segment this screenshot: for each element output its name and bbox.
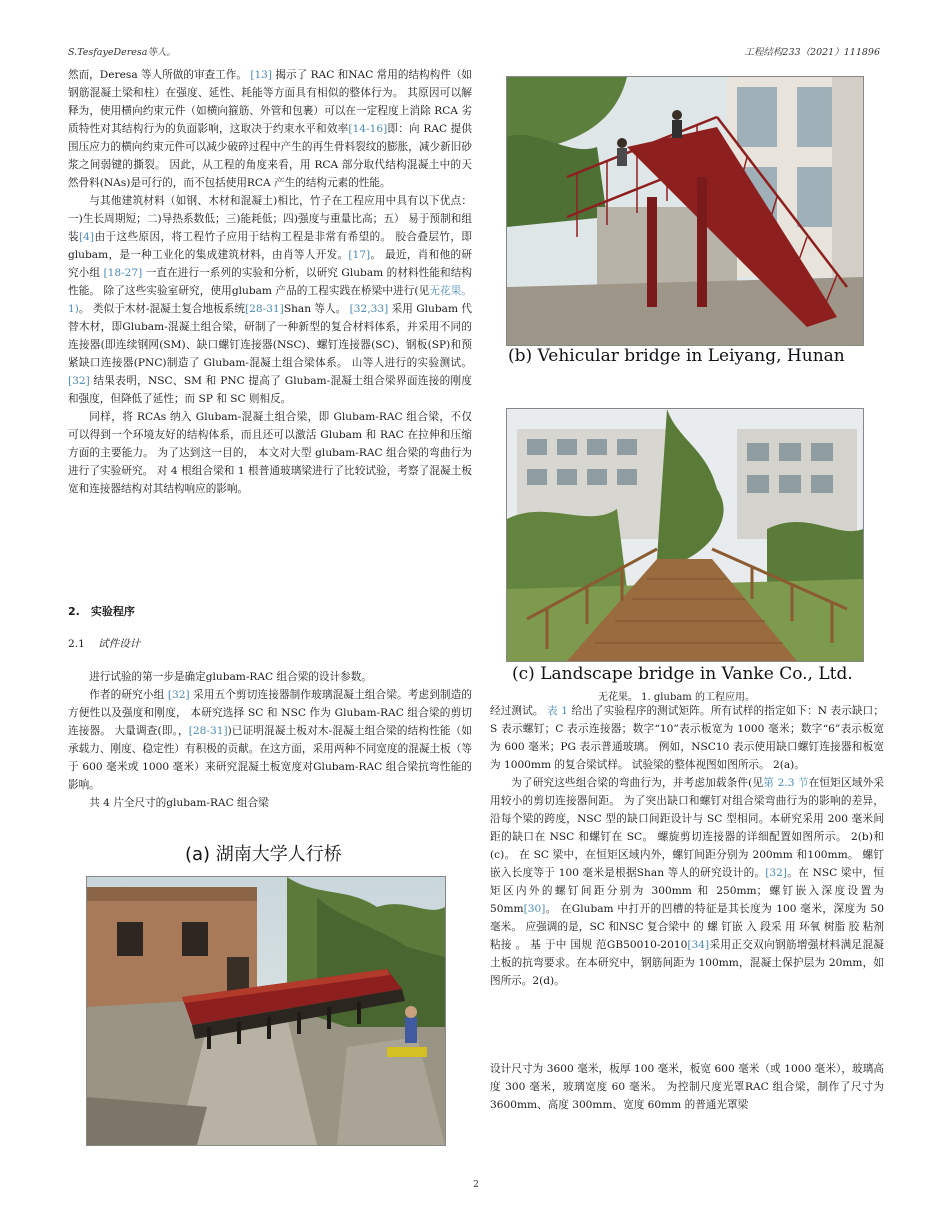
text-run: Shan 等人。 [283, 303, 350, 315]
subsection-title: 试件设计 [98, 638, 141, 650]
figure-caption-b: (b) Vehicular bridge in Leiyang, Hunan [508, 346, 845, 366]
text-run: 。 类似于木材-混凝土复合地板系统 [78, 303, 245, 315]
text-run: 进行试验的第一步是确定glubam-RAC 组合梁的设计参数。 [89, 671, 372, 683]
citation-link[interactable]: [28-31] [245, 303, 284, 315]
citation-link[interactable]: [13] [250, 69, 273, 81]
photo-pedestrian-bridge-graphic [87, 877, 445, 1145]
citation-link[interactable]: [32,33] [349, 303, 389, 315]
citation-link[interactable]: 第 2.3 节 [763, 777, 809, 789]
figure-1-caption: 无花果。 1. glubam 的工程应用。 [598, 692, 755, 703]
citation-link[interactable]: [34] [687, 939, 710, 951]
photo-landscape-bridge-graphic [507, 409, 863, 661]
figure-caption-c: (c) Landscape bridge in Vanke Co., Ltd. [512, 664, 853, 684]
citation-link[interactable]: 表 1 [547, 705, 568, 717]
citation-link[interactable]: [14-16] [348, 123, 388, 135]
figure-caption-a: (a) 湖南大学人行桥 [185, 844, 342, 865]
subsection-number: 2.1 [68, 638, 85, 650]
text-run: 经过测试。 [490, 705, 548, 717]
text-run: 。在 NSC 梁中，恒矩区内外的螺钉间距分别为 300mm 和 250mm；螺钉嵌入深度设置为 50mm [490, 867, 884, 915]
paragraph-intro-1 [68, 66, 472, 192]
photo-landscape-bridge [506, 408, 864, 662]
subsection-heading [68, 636, 140, 651]
text-run: 为了研究这些组合梁的弯曲行为，并考虑加载条件(见 [511, 777, 764, 789]
running-header-journal: 工程结构233（2021）111896 [744, 47, 880, 58]
left-column [68, 66, 472, 498]
text-run: 采用五个剪切连接器制作玻璃混凝土组合梁。考虑到制造的方便性以及强度和刚度， 本研究选择 SC 和 NSC 作为 Glubam-RAC 组合梁的剪切连接器。 大量调查(即。， [68, 689, 472, 737]
text-run: 然而，Deresa 等人所做的审查工作。 [68, 69, 251, 81]
text-run: 结果表明，NSC、SM 和 PNC 提高了 Glubam-混凝土组合梁界面连接的刚度和强度，但降低了延性；而 SP 和 SC 则相反。 [68, 375, 472, 405]
paragraph-connectors [490, 774, 884, 990]
text-run: 与其他建筑材料（如钢、木材和混凝土)相比，竹子在工程应用中具有以下优点：一)生长周期短；二)导热系数低；三)能耗低；四)强度与重量比高；五） 易于预制和组装 [68, 195, 472, 243]
photo-pedestrian-bridge [86, 876, 446, 1146]
text-run: 揭示了 RAC 和NAC 常用的结构构件（如钢筋混凝土梁和柱）在强度、延性、耗能等方面具有相似的整体行为。 其原因可以解释为，使用横向约束元件（如横向箍筋、外管和包裹）可以在一定程度上消除 RCA 劣质特性对其结构行为的负面影响，这取决于约束水平和效率 [68, 69, 473, 135]
text-run: 设计尺寸为 3600 毫米，板厚 100 毫米，板宽 600 毫米（或 1000 毫米），玻璃高度 300 毫米，玻璃宽度 60 毫米。 为控制尺度光罩RAC 组合梁，制作了尺寸为 3600mm、高度 300mm、宽度 60mm 的普通光罩梁 [490, 1063, 884, 1111]
citation-link[interactable]: [28-31] [188, 725, 228, 737]
paragraph-intro-3 [68, 408, 472, 498]
page-number: 2 [473, 1180, 479, 1190]
running-header-authors: S.TesfayeDeresa等人。 [68, 47, 176, 58]
right-column [490, 702, 884, 990]
right-column-lower [490, 1060, 884, 1114]
left-column-lower [68, 668, 472, 812]
text-run: 给出了实验程序的测试矩阵。所有试样的指定如下：N 表示缺口；S 表示螺钉；C 表示连接器；数字“10”表示板宽为 1000 毫米；数字“6”表示板宽为 600 毫米；PG 表示普通玻璃。 例如，NSC10 表示使用缺口螺钉连接器和板宽为 1000mm 的复合梁试样。 试验梁的整体视图如图所示。 2(a)。 [490, 705, 884, 771]
text-run: 。 在Glubam 中打开的凹槽的特征是其长度为 100 毫米，深度为 50 毫米。 应强调的是，SC 和NSC 复合梁中 的 螺 钉嵌 入 段采 用 环氧 树脂 胶 粘剂 粘接 。 基 于中 国规 范GB50010-2010 [490, 903, 884, 951]
text-run: 在恒矩区域外采用较小的剪切连接器间距。 为了突出缺口和螺钉对组合梁弯曲行为的影响的差异，沿每个梁的跨度，NSC 型的缺口间距设计与 SC 型相同。本研究采用 200 毫米间距的缺口在 NSC 和螺钉在 SC。 螺旋剪切连接器的详细配置如图所示。 2(b)和(c)。 在 SC 梁中，在恒矩区域内外，螺钉间距分别为 200mm 和100mm。 螺钉嵌入长度等于 100 毫米是根据Shan 等人的研究设计的。 [490, 777, 884, 879]
citation-link[interactable]: [30] [523, 903, 546, 915]
paragraph-design-3 [68, 794, 472, 812]
paragraph-intro-2 [68, 192, 472, 408]
text-run: 由于这些原因，将工程竹子应用于结构工程是非常有希望的。 胶合叠层竹，即 glubam，是一种工业化的集成建筑材料，由肖等人开发。 [68, 231, 472, 261]
text-run: 共 4 片全尺寸的glubam-RAC 组合梁 [89, 797, 269, 809]
text-run: 作者的研究小组 [89, 689, 168, 701]
citation-link[interactable]: 无花果。 1) [68, 285, 472, 315]
text-run: 采用 Glubam 代替木材，即Glubam-混凝土组合梁，研制了一种新型的复合材料体系，并采用不同的连接器(即连续钢网(SM)、缺口螺钉连接器(NSC)、螺钉连接器(SC)、钢板(SP)和预紧缺口连接器(PNC)制造了 Glubam-混凝土组合梁体系。 山等人进行的实验测试。 [68, 303, 472, 369]
photo-vehicular-bridge-graphic [507, 77, 863, 345]
citation-link[interactable]: [4] [79, 231, 95, 243]
text-run: 同样，将 RCAs 纳入 Glubam-混凝土组合梁，即 Glubam-RAC 组合梁，不仅可以得到一个环境友好的结构体系，而且还可以激活 Glubam 和 RAC 在拉伸和压缩方面的主要能力。 为了达到这一目的， 本文对大型 glubam-RAC 组合梁的弯曲行为进行了实验研究。 对 4 根组合梁和 1 根普通玻璃梁进行了比较试验，考察了混凝土板宽和连接器结构对其结构响应的影响。 [68, 411, 472, 495]
citation-link[interactable]: [17] [348, 249, 371, 261]
citation-link[interactable]: [32] [765, 867, 788, 879]
text-run: 采用正交双向钢筋增强材料满足混凝土板的抗弯要求。在本研究中，钢筋间距为 100mm，混凝土保护层为 20mm，如图所示。2(d)。 [490, 939, 884, 987]
text-run: )已证明混凝土板对木-混凝土组合梁的结构性能（如承载力、刚度、稳定性）有积极的贡献。在这方面，采用两种不同宽度的混凝土板（等于 600 毫米或 1000 毫米）来研究混凝土板宽度对Glubam-RAC 组合梁抗弯性能的影响。 [68, 725, 472, 791]
photo-vehicular-bridge [506, 76, 864, 346]
text-run: 。 最近，肖和他的研究小组 [68, 249, 472, 279]
citation-link[interactable]: [18-27] [103, 267, 143, 279]
citation-link[interactable]: [32] [68, 375, 90, 387]
citation-link[interactable]: [32] [167, 689, 190, 701]
paragraph-design-2 [68, 686, 472, 794]
paragraph-design-1 [68, 668, 472, 686]
text-run: 一直在进行一系列的实验和分析，以研究 Glubam 的材料性能和结构性能。 除了这些实验室研究，使用glubam 产品的工程实践在桥梁中进行(见 [68, 267, 472, 297]
section-heading: 2. 实验程序 [68, 605, 135, 618]
text-run: 即：向 RAC 提供围压应力的横向约束元件可以减少破碎过程中产生的再生骨料裂纹的膨胀，减少新旧砂浆之间弱键的撕裂。 因此，从工程的角度来看，用 RCA 部分取代结构混凝土中的天然骨料(NAs)是可行的，而不包括使用RCA 产生的结构元素的性能。 [68, 123, 473, 189]
paragraph-dimensions [490, 1060, 884, 1114]
paragraph-test-matrix [490, 702, 884, 774]
